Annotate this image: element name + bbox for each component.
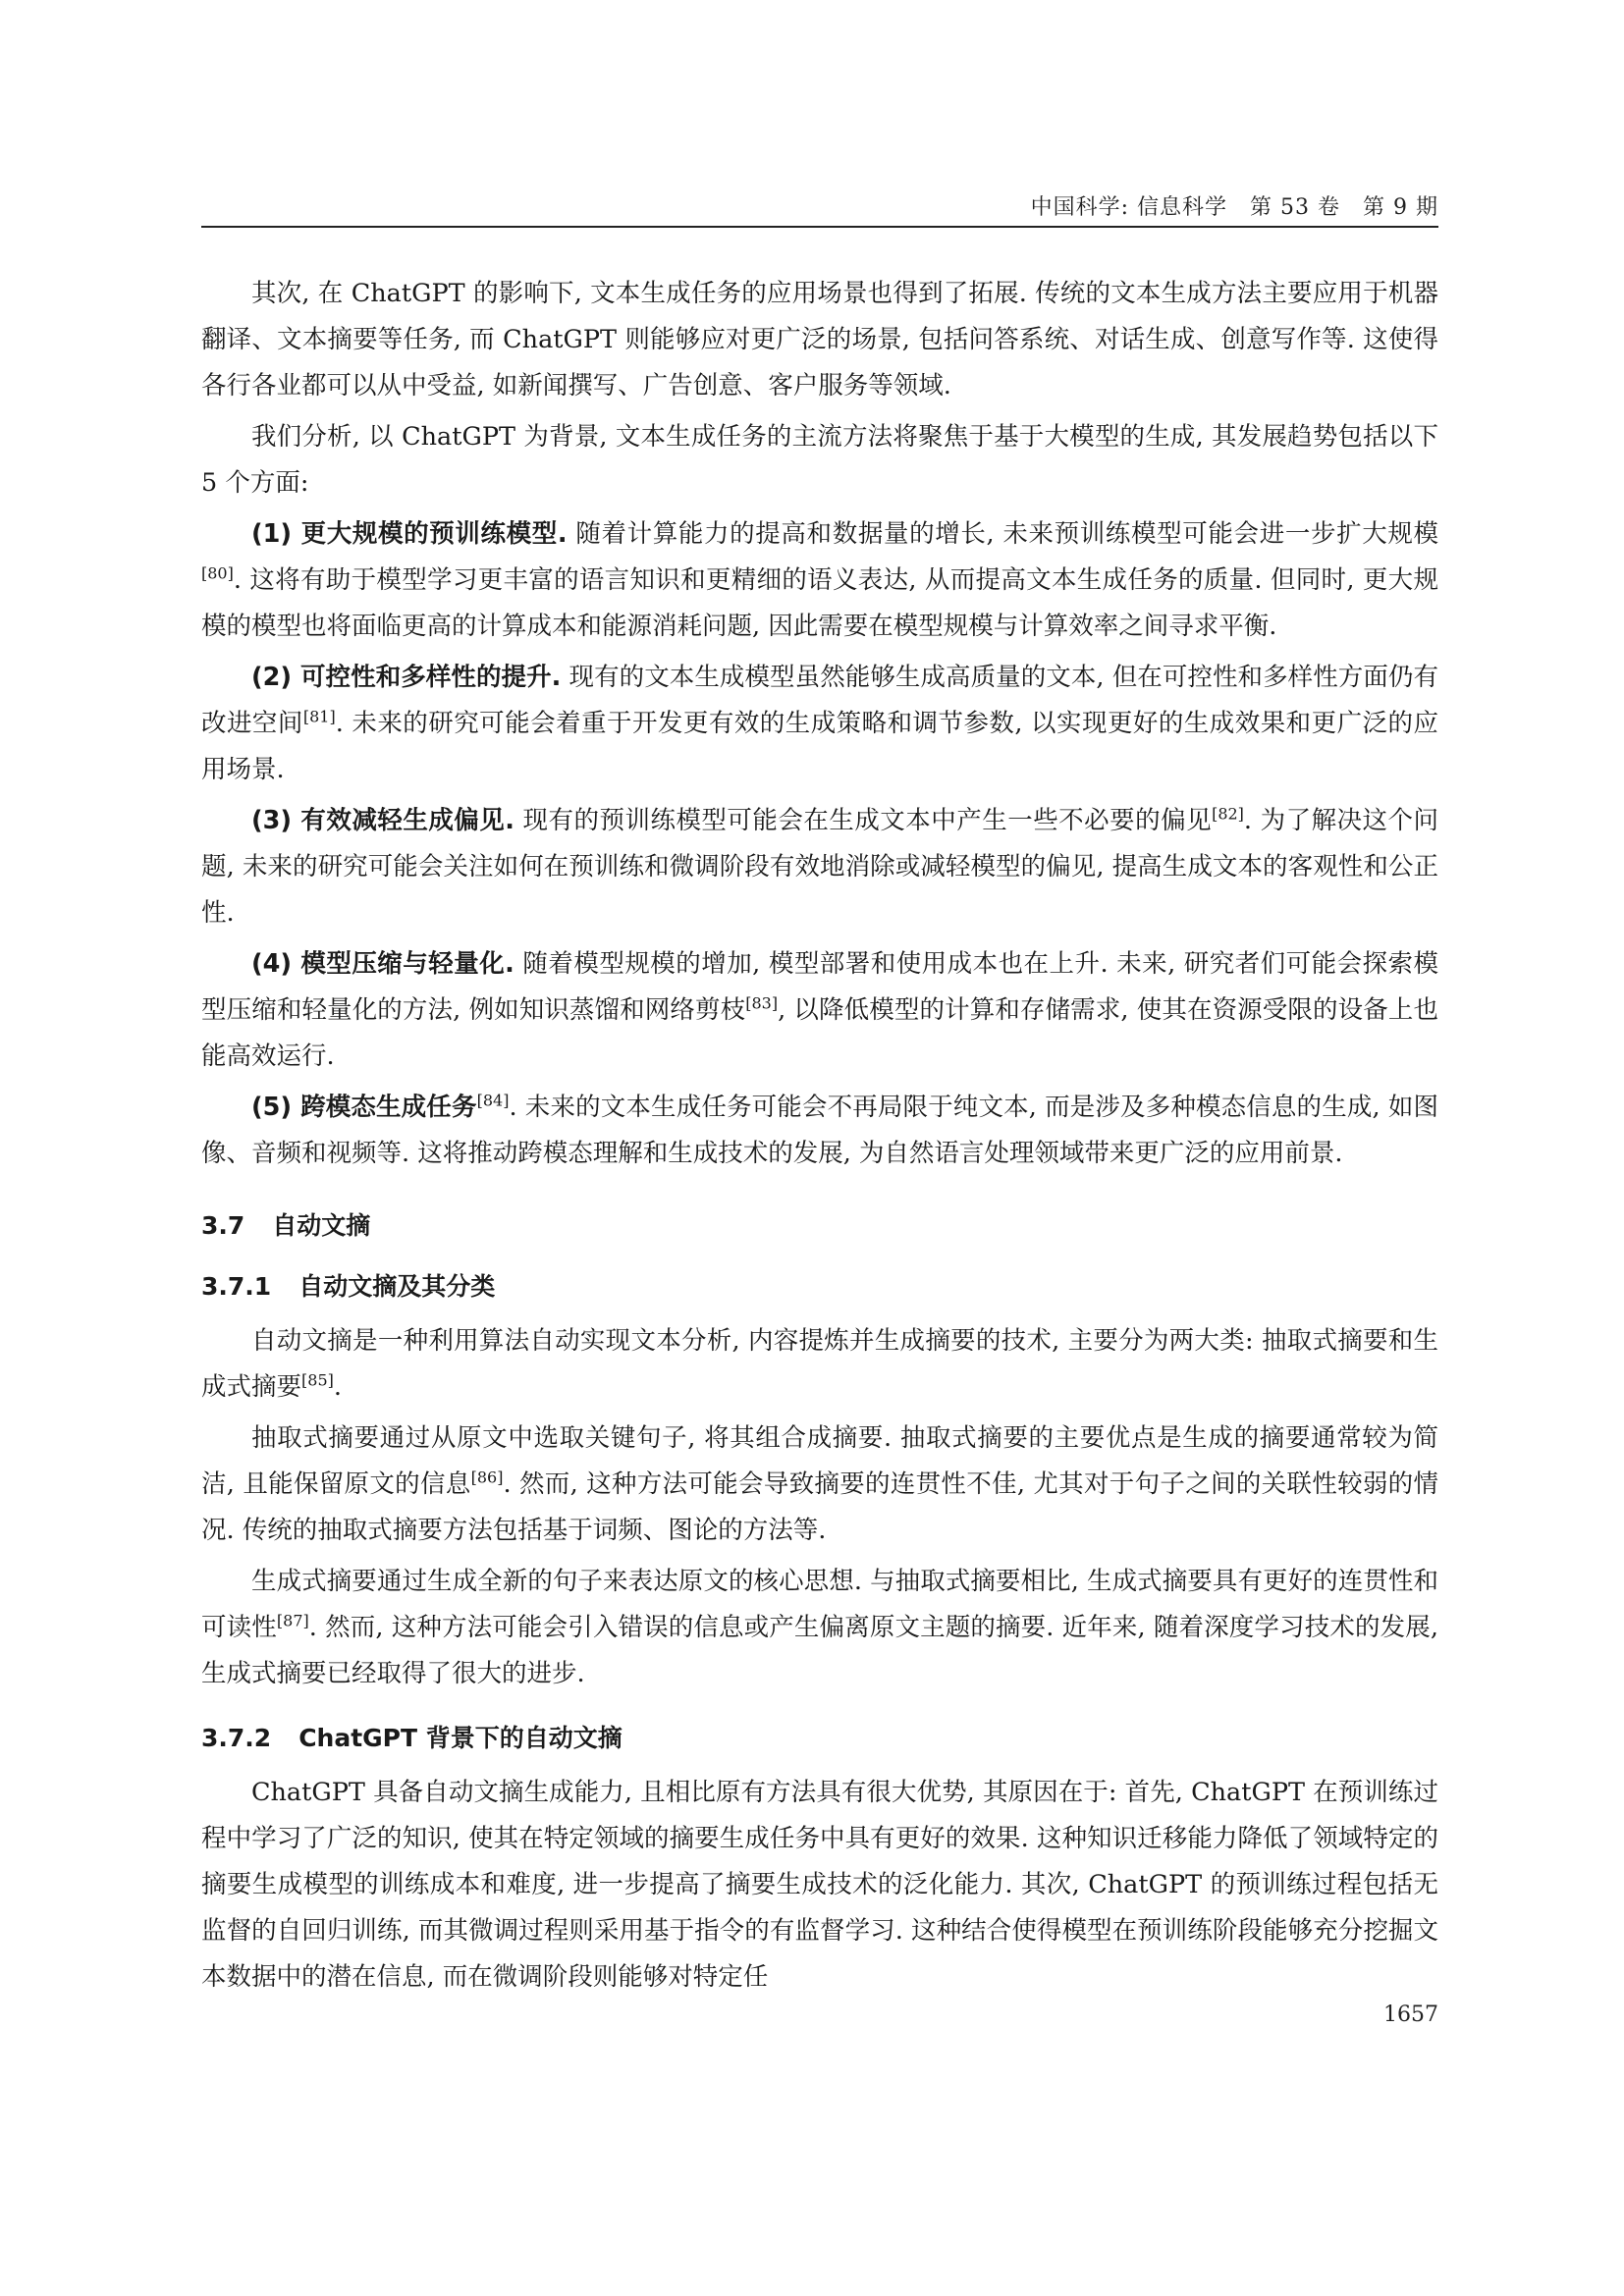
citation: [82]	[1212, 804, 1244, 824]
trend-item-2: (2) 可控性和多样性的提升. 现有的文本生成模型虽然能够生成高质量的文本, 但在可控性和多样性方面仍有改进空间[81]. 未来的研究可能会着重于开发更有效的生成策略和调节参数, 以实现更好的生成效果和更广泛的应用场景.	[201, 663, 1438, 784]
citation: [84]	[476, 1091, 510, 1110]
citation: [83]	[745, 993, 779, 1013]
section-number: 3.7	[201, 1211, 245, 1240]
trend-item-1: (1) 更大规模的预训练模型. 随着计算能力的提高和数据量的增长, 未来预训练模型可能会进一步扩大规模[80]. 这将有助于模型学习更丰富的语言知识和更精细的语义表达, 从而提高文本生成任务的质量. 但同时, 更大规模的模型也将面临更高的计算成本和能源消耗问题, 因此需要在模型规模与计算效率之间寻求平衡.	[201, 519, 1438, 641]
citation: [86]	[470, 1468, 504, 1487]
section-heading-3-7-1	[201, 1267, 1438, 1307]
section-title: 自动文摘及其分类	[298, 1272, 496, 1301]
journal-info: 中国科学: 信息科学 第 53 卷 第 9 期	[1030, 195, 1438, 220]
paragraph: 抽取式摘要通过从原文中选取关键句子, 将其组合成摘要. 抽取式摘要的主要优点是生成的摘要通常较为简洁, 且能保留原文的信息[86]. 然而, 这种方法可能会导致摘要的连贯性不佳, 尤其对于句子之间的关联性较弱的情况. 传统的抽取式摘要方法包括基于词频、图论的方法等.	[201, 1423, 1438, 1545]
trend-item-5: (5) 跨模态生成任务[84]. 未来的文本生成任务可能会不再局限于纯文本, 而是涉及多种模态信息的生成, 如图像、音频和视频等. 这将推动跨模态理解和生成技术的发展, 为自然语言处理领域带来更广泛的应用前景.	[201, 1091, 1438, 1168]
section-title: 自动文摘	[272, 1211, 371, 1240]
trend-item-heading: (3) 有效减轻生成偏见.	[251, 806, 514, 835]
trend-item-heading: (2) 可控性和多样性的提升.	[251, 663, 562, 692]
trend-item-heading: (5) 跨模态生成任务	[251, 1093, 477, 1122]
page-number: 1657	[1383, 2002, 1438, 2027]
citation: [87]	[276, 1611, 309, 1630]
paragraph: 其次, 在 ChatGPT 的影响下, 文本生成任务的应用场景也得到了拓展. 传统的文本生成方法主要应用于机器翻译、文本摘要等任务, 而 ChatGPT 则能够应对更广泛的场景, 包括问答系统、对话生成、创意写作等. 这使得各行各业都可以从中受益, 如新闻撰写、广告创意、客户服务等领域.	[201, 279, 1438, 400]
paragraph: 自动文摘是一种利用算法自动实现文本分析, 内容提炼并生成摘要的技术, 主要分为两大类: 抽取式摘要和生成式摘要[85].	[201, 1326, 1438, 1402]
main-content	[201, 271, 1438, 2005]
trend-item-heading: (1) 更大规模的预训练模型.	[251, 519, 568, 549]
trend-item-heading: (4) 模型压缩与轻量化.	[251, 949, 514, 979]
citation: [81]	[302, 707, 336, 726]
citation: [80]	[201, 563, 234, 583]
running-header	[201, 187, 1438, 228]
trend-item-3: (3) 有效减轻生成偏见. 现有的预训练模型可能会在生成文本中产生一些不必要的偏见[82]. 为了解决这个问题, 未来的研究可能会关注如何在预训练和微调阶段有效地消除或减轻模型的偏见, 提高生成文本的客观性和公正性.	[201, 804, 1439, 928]
paragraph: 生成式摘要通过生成全新的句子来表达原文的核心思想. 与抽取式摘要相比, 生成式摘要具有更好的连贯性和可读性[87]. 然而, 这种方法可能会引入错误的信息或产生偏离原文主题的摘要. 近年来, 随着深度学习技术的发展, 生成式摘要已经取得了很大的进步.	[201, 1567, 1438, 1688]
paragraph: 我们分析, 以 ChatGPT 为背景, 文本生成任务的主流方法将聚焦于基于大模型的生成, 其发展趋势包括以下 5 个方面:	[201, 422, 1438, 498]
section-number: 3.7.2	[201, 1724, 272, 1752]
section-heading-3-7-2	[201, 1719, 1438, 1758]
section-heading-3-7	[201, 1206, 1438, 1246]
trend-item-4: (4) 模型压缩与轻量化. 随着模型规模的增加, 模型部署和使用成本也在上升. 未来, 研究者们可能会探索模型压缩和轻量化的方法, 例如知识蒸馏和网络剪枝[83], 以降低模型的计算和存储需求, 使其在资源受限的设备上也能高效运行.	[201, 949, 1438, 1071]
paragraph: ChatGPT 具备自动文摘生成能力, 且相比原有方法具有很大优势, 其原因在于: 首先, ChatGPT 在预训练过程中学习了广泛的知识, 使其在特定领域的摘要生成任务中具有更好的效果. 这种知识迁移能力降低了领域特定的摘要生成模型的训练成本和难度, 进一步提高了摘要生成技术的泛化能力. 其次, ChatGPT 的预训练过程包括无监督的自回归训练, 而其微调过程则采用基于指令的有监督学习. 这种结合使得模型在预训练阶段能够充分挖掘文本数据中的潜在信息, 而在微调阶段则能够对特定任	[201, 1778, 1438, 1992]
citation: [85]	[301, 1370, 334, 1390]
section-number: 3.7.1	[201, 1272, 272, 1301]
section-title: ChatGPT 背景下的自动文摘	[298, 1724, 623, 1752]
